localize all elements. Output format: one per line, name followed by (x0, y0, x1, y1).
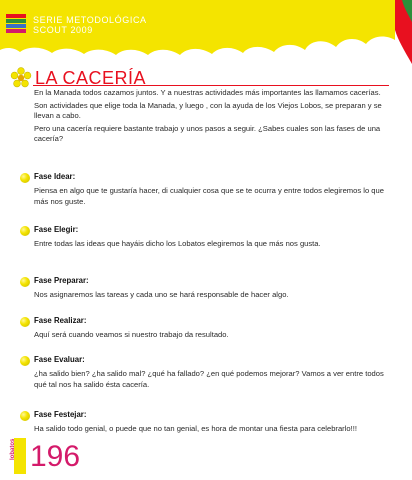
yellow-bullet-icon (20, 317, 30, 327)
series-line-2: SCOUT 2009 (33, 25, 93, 35)
yellow-bullet-icon (20, 226, 30, 236)
section-label: lobatos (10, 438, 16, 460)
phase-description: Ha salido todo genial, o puede que no tan genial, es hora de montar una fiesta para celebrarlo!!! (34, 424, 357, 433)
yellow-bullet-icon (20, 356, 30, 366)
intro-paragraph: En la Manada todos cazamos juntos. Y a nuestras actividades más importantes las llamamos cacerías. (34, 88, 381, 97)
phase-name: Fase Realizar: (34, 316, 87, 325)
phase-description: ¿ha salido bien? ¿ha salido mal? ¿qué ha fallado? ¿en qué podemos mejorar? Vamos a ver entre todos qué tal nos ha salido ésta cacería. (34, 369, 384, 389)
intro-text (34, 88, 394, 147)
page-title: LA CACERÍA (35, 67, 147, 88)
page-header (0, 0, 412, 64)
phase-description: Nos asignaremos las tareas y cada uno se hará responsable de hacer algo. (34, 290, 289, 299)
phase-name: Fase Idear: (34, 172, 76, 181)
yellow-bullet-icon (20, 173, 30, 183)
phase-description: Aquí será cuando veamos si nuestro trabajo da resultado. (34, 330, 229, 339)
yellow-bullet-icon (20, 411, 30, 421)
phase-description: Entre todas las ideas que hayáis dicho los Lobatos elegiremos la que más nos gusta. (34, 239, 321, 248)
phase-name: Fase Evaluar: (34, 355, 85, 364)
intro-paragraph: Pero una cacería requiere bastante trabajo y unos pasos a seguir. ¿Sabes cuales son las fases de una cacería? (34, 123, 381, 144)
phase-description: Piensa en algo que te gustaría hacer, di cualquier cosa que se te ocurra y entre todos elegiremos lo que más nos guste. (34, 186, 384, 206)
phase-name: Fase Preparar: (34, 276, 89, 285)
phase-name: Fase Elegir: (34, 225, 79, 234)
page-number: 196 (30, 440, 81, 473)
phase-name: Fase Festejar: (34, 410, 87, 419)
series-title (33, 15, 147, 35)
title-underline (33, 85, 389, 86)
yellow-bullet-icon (20, 277, 30, 287)
series-line-1: SERIE METODOLÓGICA (33, 15, 147, 25)
flower-icon (10, 67, 32, 89)
intro-paragraph: Son actividades que elige toda la Manada, y luego , con la ayuda de los Viejos Lobos, se preparan y se llevan a cabo. (34, 100, 382, 121)
